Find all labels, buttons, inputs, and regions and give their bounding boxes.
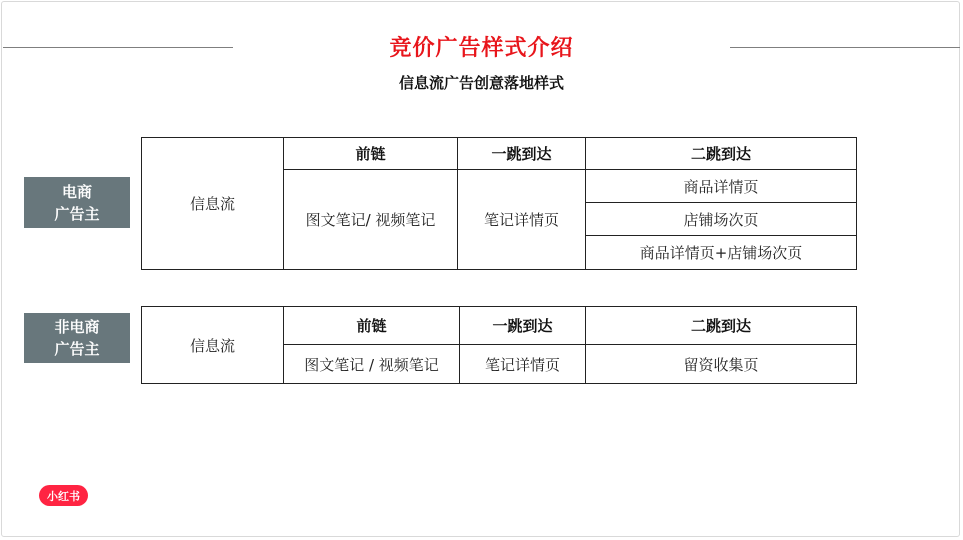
tag-label-line1: 电商 xyxy=(61,182,92,201)
non-ecommerce-table xyxy=(141,306,857,384)
table-header-row xyxy=(142,138,857,170)
header-first-hop: 一跳到达 xyxy=(460,307,586,345)
channel-cell: 信息流 xyxy=(142,138,284,270)
header-front-link: 前链 xyxy=(284,307,460,345)
tag-label-line2: 广告主 xyxy=(54,340,100,358)
first-hop-cell: 笔记详情页 xyxy=(458,170,586,270)
page-title: 竞价广告样式介绍 xyxy=(389,36,574,61)
second-hop-cell: 留资收集页 xyxy=(586,345,857,384)
header-first-hop: 一跳到达 xyxy=(458,138,586,170)
table-header-row xyxy=(142,307,857,345)
ecommerce-advertiser-tag xyxy=(24,177,130,228)
header-second-hop: 二跳到达 xyxy=(586,307,857,345)
tag-label-line2: 广告主 xyxy=(54,204,100,223)
second-hop-cell: 商品详情页 xyxy=(586,170,857,203)
ecommerce-table xyxy=(141,137,857,270)
front-link-cell: 图文笔记 / 视频笔记 xyxy=(284,345,460,384)
page-subtitle: 信息流广告创意落地样式 xyxy=(398,74,564,92)
channel-cell: 信息流 xyxy=(142,307,284,384)
xiaohongshu-logo: 小红书 xyxy=(39,485,88,506)
tag-label-line1: 非电商 xyxy=(54,318,100,336)
second-hop-cell: 商品详情页+店铺场次页 xyxy=(586,236,857,270)
header-second-hop: 二跳到达 xyxy=(586,138,857,170)
non-ecommerce-advertiser-tag xyxy=(24,313,130,363)
first-hop-cell: 笔记详情页 xyxy=(460,345,586,384)
front-link-cell: 图文笔记/ 视频笔记 xyxy=(284,170,458,270)
header-front-link: 前链 xyxy=(284,138,458,170)
second-hop-cell: 店铺场次页 xyxy=(586,203,857,236)
